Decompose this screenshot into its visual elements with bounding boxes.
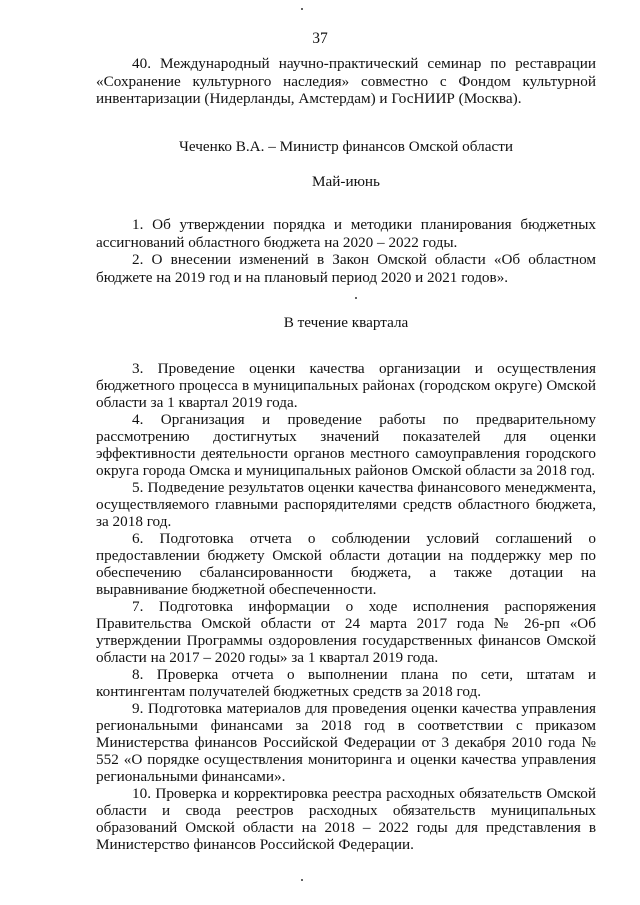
list-item: 3. Проведение оценки качества организации и осуществления бюджетного процесса в муниципальных районах (городском округе) Омской области за 1 квартал 2019 года. <box>96 359 596 411</box>
list-item: 10. Проверка и корректировка реестра расходных обязательств Омской области и свода реестров расходных обязательств муниципальных образований Омской области на 2018 – 2022 годы для представления в Министерство финансов Российской Федерации. <box>96 784 596 853</box>
list-item: 6. Подготовка отчета о соблюдении условий соглашений о предоставлении бюджету Омской области дотации на поддержку мер по обеспечению сбалансированности бюджета, а также дотации на выравнивание бюджетной обеспеченности. <box>96 529 596 598</box>
period-2-list <box>96 360 596 853</box>
period-heading-may-june: Май-июнь <box>312 173 380 191</box>
page-number: 37 <box>312 30 328 47</box>
intro-list-item: 40. Международный научно-практический семинар по реставрации «Сохранение культурного наследия» совместно с Фондом культурной инвентаризации (Нидерланды, Амстердам) и ГосНИИР (Москва). <box>96 55 596 108</box>
scan-speck-bottom <box>301 879 303 881</box>
scan-speck-top <box>301 8 303 10</box>
list-item: 7. Подготовка информации о ходе исполнения распоряжения Правительства Омской области от 24 марта 2017 года № 26-рп «Об утверждении Программы оздоровления государственных финансов Омской области на 2017 – 2020 годы» за 1 квартал 2019 года. <box>96 597 596 666</box>
document-body <box>96 55 596 853</box>
minister-heading: Чеченко В.А. – Министр финансов Омской области <box>179 137 513 155</box>
list-item: 5. Подведение результатов оценки качества финансового менеджмента, осуществляемого главными распорядителями средств областного бюджета, за 2018 год. <box>96 478 596 530</box>
period-1-list <box>96 216 596 286</box>
list-item: 1. Об утверждении порядка и методики планирования бюджетных ассигнований областного бюджета на 2020 – 2022 годы. <box>96 215 596 251</box>
list-item: 2. О внесении изменений в Закон Омской области «Об областном бюджете на 2019 год и на плановый период 2020 и 2021 годов». <box>96 251 596 286</box>
list-item: 9. Подготовка материалов для проведения оценки качества управления региональными финансами за 2018 год в соответствии с приказом Министерства финансов Российской Федерации от 3 декабря 2010 года № 552 «О порядке осуществления мониторинга и оценки качества управления региональными финансами». <box>96 699 596 785</box>
period-heading-quarter: В течение квартала <box>283 314 409 332</box>
list-item: 4. Организация и проведение работы по предварительному рассмотрению достигнутых значений показателей для оценки эффективности деятельности органов местного самоуправления городского округа города Омска и муниципальных районов Омской области за 2018 год. <box>96 410 596 479</box>
list-item: 8. Проверка отчета о выполнении плана по сети, штатам и контингентам получателей бюджетных средств за 2018 год. <box>96 665 596 700</box>
